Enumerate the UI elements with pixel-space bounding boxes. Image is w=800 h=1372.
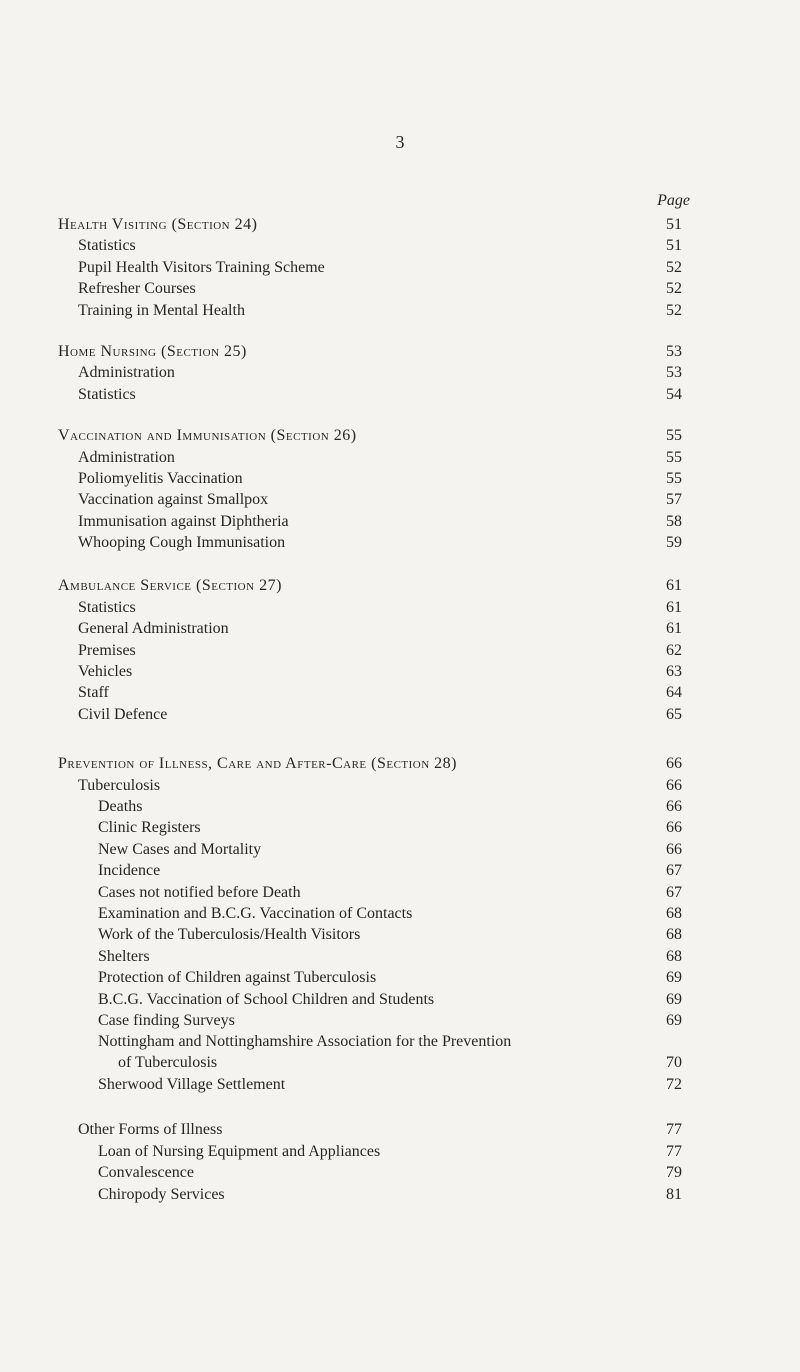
- toc-page: 66: [666, 797, 682, 815]
- toc-label: General Administration: [78, 620, 229, 638]
- toc-label: Training in Mental Health: [78, 301, 245, 319]
- toc-heading[interactable]: [0, 341, 800, 362]
- toc-page: 68: [666, 926, 682, 944]
- toc-entry[interactable]: [0, 597, 800, 618]
- toc-heading[interactable]: [0, 1119, 800, 1140]
- toc-label: Nottingham and Nottinghamshire Association for the Prevention: [98, 1033, 512, 1051]
- toc-label: Vehicles: [78, 663, 133, 681]
- toc-entry[interactable]: [0, 967, 800, 988]
- toc-entry[interactable]: [0, 257, 800, 278]
- toc-page: 69: [666, 1011, 682, 1029]
- toc-label: Vaccination against Smallpox: [78, 491, 269, 509]
- toc-page: 51: [666, 216, 682, 233]
- toc-entry[interactable]: [0, 704, 800, 725]
- toc-page: 70: [666, 1054, 682, 1072]
- toc-entry[interactable]: [0, 362, 800, 383]
- toc-page: 55: [666, 427, 682, 445]
- toc-page: 53: [666, 342, 682, 360]
- toc-label: Poliomyelitis Vaccination: [78, 469, 243, 487]
- toc-entry[interactable]: [0, 817, 800, 838]
- section-ambulance: [0, 575, 800, 725]
- toc-entry[interactable]: [0, 839, 800, 860]
- toc-entry[interactable]: [0, 1074, 800, 1095]
- toc-entry[interactable]: [0, 1031, 800, 1074]
- toc-entry[interactable]: [0, 860, 800, 881]
- toc-entry[interactable]: [0, 924, 800, 945]
- toc-page: 77: [666, 1121, 682, 1139]
- toc-entry[interactable]: [0, 489, 800, 510]
- toc-label: Civil Defence: [78, 705, 168, 723]
- toc-page: 72: [666, 1076, 682, 1094]
- toc-label: Cases not notified before Death: [98, 883, 301, 901]
- toc-label: Tuberculosis: [78, 776, 161, 794]
- toc-entry[interactable]: [0, 511, 800, 532]
- toc-label: Administration: [78, 364, 175, 382]
- toc-heading[interactable]: [0, 425, 800, 446]
- section-home-nursing: [0, 341, 800, 405]
- toc-entry[interactable]: [0, 1141, 800, 1162]
- toc-label: New Cases and Mortality: [98, 840, 262, 858]
- toc-label-continuation: of Tuberculosis: [118, 1054, 218, 1072]
- toc-label: Convalescence: [98, 1164, 194, 1182]
- section-vaccination: [0, 425, 800, 553]
- toc-label: Premises: [78, 641, 136, 659]
- toc-entry[interactable]: [0, 796, 800, 817]
- toc-label: Vaccination and Immunisation (Section 26): [58, 427, 357, 445]
- toc-page: 52: [666, 280, 682, 298]
- toc-entry[interactable]: [0, 882, 800, 903]
- toc-page: 58: [666, 512, 682, 530]
- section-other-forms: [0, 1119, 800, 1205]
- toc-entry[interactable]: [0, 903, 800, 924]
- toc-label: Deaths: [98, 797, 143, 815]
- toc-page: 69: [666, 990, 682, 1008]
- toc-label: Shelters: [98, 947, 150, 965]
- toc-page: 81: [666, 1185, 682, 1203]
- toc-label: Clinic Registers: [98, 819, 201, 837]
- toc-label: Case finding Surveys: [98, 1011, 235, 1029]
- toc-label: Refresher Courses: [78, 280, 196, 298]
- toc-page: 69: [666, 969, 682, 987]
- toc-page: 55: [666, 469, 682, 487]
- toc-entry[interactable]: [0, 946, 800, 967]
- toc-label: Statistics: [78, 598, 136, 616]
- toc-page: 63: [666, 663, 682, 681]
- page-column-heading: Page: [657, 192, 690, 209]
- toc-label: Loan of Nursing Equipment and Appliances: [98, 1142, 381, 1160]
- toc-heading[interactable]: [0, 214, 800, 235]
- toc-entry[interactable]: [0, 989, 800, 1010]
- toc-label: Home Nursing (Section 25): [58, 342, 247, 360]
- toc-entry[interactable]: [0, 618, 800, 639]
- toc-entry[interactable]: [0, 278, 800, 299]
- toc-page: 54: [666, 385, 682, 403]
- toc-label: Statistics: [78, 385, 136, 403]
- toc-page: 66: [666, 776, 682, 794]
- toc-page: 67: [666, 862, 682, 880]
- toc-page: 64: [666, 684, 682, 702]
- toc-label: Pupil Health Visitors Training Scheme: [78, 258, 325, 276]
- toc-entry[interactable]: [0, 468, 800, 489]
- toc-heading[interactable]: [0, 753, 800, 774]
- toc-label: Health Visiting (Section 24): [58, 216, 258, 233]
- toc-page: 61: [666, 620, 682, 638]
- table-of-contents: [0, 214, 800, 1225]
- toc-entry[interactable]: [0, 640, 800, 661]
- toc-label: Ambulance Service (Section 27): [58, 577, 282, 595]
- toc-page: 61: [666, 598, 682, 616]
- toc-label: Whooping Cough Immunisation: [78, 534, 286, 552]
- toc-label: Work of the Tuberculosis/Health Visitors: [98, 926, 361, 944]
- section-health-visiting: [0, 214, 800, 321]
- toc-page: 79: [666, 1164, 682, 1182]
- toc-label: Sherwood Village Settlement: [98, 1076, 286, 1094]
- toc-page: 77: [666, 1142, 682, 1160]
- toc-label: Prevention of Illness, Care and After-Care (Section 28): [58, 755, 458, 773]
- toc-label: Protection of Children against Tuberculosis: [98, 969, 377, 987]
- toc-label: Examination and B.C.G. Vaccination of Contacts: [98, 904, 413, 922]
- toc-page: 68: [666, 904, 682, 922]
- toc-entry[interactable]: [0, 384, 800, 405]
- toc-page: 57: [666, 491, 682, 509]
- toc-entry[interactable]: [0, 1162, 800, 1183]
- toc-page: 68: [666, 947, 682, 965]
- toc-page: 65: [666, 705, 682, 723]
- toc-page: 67: [666, 883, 682, 901]
- toc-entry[interactable]: [0, 1010, 800, 1031]
- toc-page: 66: [666, 755, 682, 773]
- toc-page: 52: [666, 301, 682, 319]
- section-prevention: [0, 753, 800, 1095]
- toc-label: Immunisation against Diphtheria: [78, 512, 289, 530]
- toc-page: 66: [666, 819, 682, 837]
- toc-page: 52: [666, 258, 682, 276]
- toc-label: Administration: [78, 448, 175, 466]
- toc-page: 62: [666, 641, 682, 659]
- toc-entry[interactable]: [0, 532, 800, 553]
- toc-entry[interactable]: [0, 235, 800, 256]
- toc-label: Incidence: [98, 862, 161, 880]
- toc-page: 66: [666, 840, 682, 858]
- toc-label: Chiropody Services: [98, 1185, 225, 1203]
- toc-entry[interactable]: [0, 775, 800, 796]
- toc-heading[interactable]: [0, 575, 800, 596]
- toc-page: 55: [666, 448, 682, 466]
- page-number: 3: [395, 132, 405, 152]
- toc-entry[interactable]: [0, 661, 800, 682]
- toc-page: 51: [666, 237, 682, 255]
- toc-label: B.C.G. Vaccination of School Children and Students: [98, 990, 435, 1008]
- toc-entry[interactable]: [0, 447, 800, 468]
- toc-label: Staff: [78, 684, 109, 702]
- toc-entry[interactable]: [0, 300, 800, 321]
- toc-page: 53: [666, 364, 682, 382]
- toc-label: Other Forms of Illness: [78, 1121, 223, 1139]
- toc-label: Statistics: [78, 237, 136, 255]
- toc-entry[interactable]: [0, 682, 800, 703]
- toc-page: 59: [666, 534, 682, 552]
- toc-page: 61: [666, 577, 682, 595]
- toc-entry[interactable]: [0, 1184, 800, 1205]
